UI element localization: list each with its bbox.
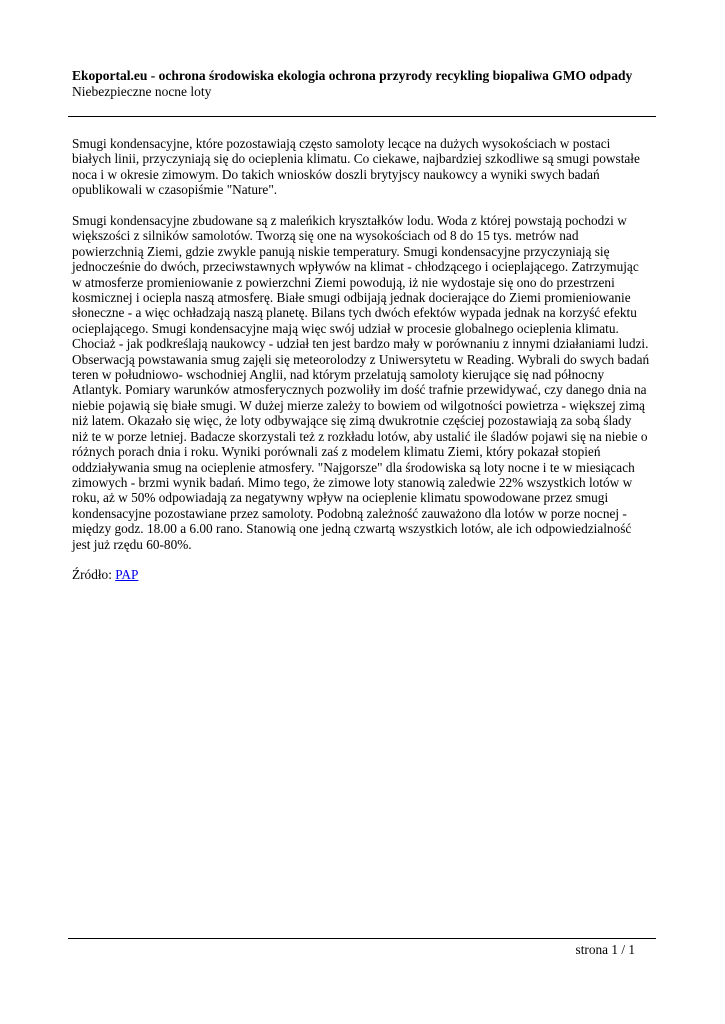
article-paragraph-2: Smugi kondensacyjne zbudowane są z maleńkich kryształków lodu. Woda z której powstają pochodzi w większości z silników samolotów. Tworzą się one na wysokościach od 8 do 15 tys. metrów nad powierzchnią Ziemi, gdzie zwykle panują niskie temperatury. Smugi kondensacyjne przyczyniają się jednocześnie do dwóch, przeciwstawnych wpływów na klimat - chłodzącego i ocieplającego. Zatrzymując w atmosferze promieniowanie z powierzchni Ziemi powodują, iż nie wydostaje się ono do przestrzeni kosmicznej i ociepla naszą atmosferę. Białe smugi odbijają jednak docierające do Ziemi promieniowanie słoneczne - a więc ochładzają naszą planetę. Bilans tych dwóch efektów wypada jednak na korzyść efektu ocieplającego. Smugi kondensacyjne mają więc swój udział w procesie globalnego ocieplenia klimatu. Chociaż - jak podkreślają naukowcy - udział ten jest bardzo mały w porównaniu z innymi działaniami ludzi. Obserwacją powstawania smug zajęli się meteorolodzy z Uniwersytetu w Reading. Wybrali do swych badań teren w południowo- wschodniej Anglii, nad którym przelatują samoloty kierujące się nad północny Atlantyk. Pomiary warunków atmosferycznych pozwoliły im dość trafnie przewidywać, czy danego dnia na niebie pojawią się białe smugi. W dużej mierze zależy to bowiem od wilgotności powietrza - większej zimą niż latem. Okazało się więc, że loty odbywające się zimą dwukrotnie częściej pozostawiają za sobą ślady niż te w porze letniej. Badacze skorzystali też z rozkładu lotów, aby ustalić ile śladów pojawi się na niebie o różnych porach dnia i roku. Wyniki porównali zaś z modelem klimatu Ziemi, który pokazał stopień oddziaływania smug na ocieplenie atmosfery. "Najgorsze" dla środowiska są loty nocne i te w miesiącach zimowych - brzmi wynik badań. Mimo tego, że zimowe loty stanowią zaledwie 22% wszystkich lotów w roku, aż w 50% odpowiadają za negatywny wpływ na ocieplenie klimatu spowodowane przez smugi kondensacyjne pozostawiane przez samoloty. Podobną zależność zauważono dla lotów w porze nocnej - między godz. 18.00 a 6.00 rano. Stanowią one jedną czwartą wszystkich lotów, ale ich odpowiedzialność jest już rzędu 60-80%. xyxy=(72,213,650,552)
page-number: strona 1 / 1 xyxy=(575,942,635,957)
article-title: Niebezpieczne nocne loty xyxy=(72,84,212,99)
source-label: Źródło: xyxy=(72,567,112,583)
source-line xyxy=(72,567,650,582)
source-link[interactable]: PAP xyxy=(115,567,139,583)
article-paragraph-1: Smugi kondensacyjne, które pozostawiają często samoloty lecące na dużych wysokościach w postaci białych linii, przyczyniają się do ocieplenia klimatu. Co ciekawe, najbardziej szkodliwe są smugi powstałe noca i w okresie zimowym. Do takich wniosków doszli brytyjscy naukowcy a wyniki swych badań opublikowali w czasopiśmie "Nature". xyxy=(72,136,640,198)
page-header xyxy=(72,67,656,100)
article-body xyxy=(72,136,650,598)
footer-divider xyxy=(68,938,656,939)
header-divider xyxy=(68,116,656,117)
page-title: Ekoportal.eu - ochrona środowiska ekologia ochrona przyrody recykling biopaliwa GMO odpady xyxy=(72,68,633,83)
